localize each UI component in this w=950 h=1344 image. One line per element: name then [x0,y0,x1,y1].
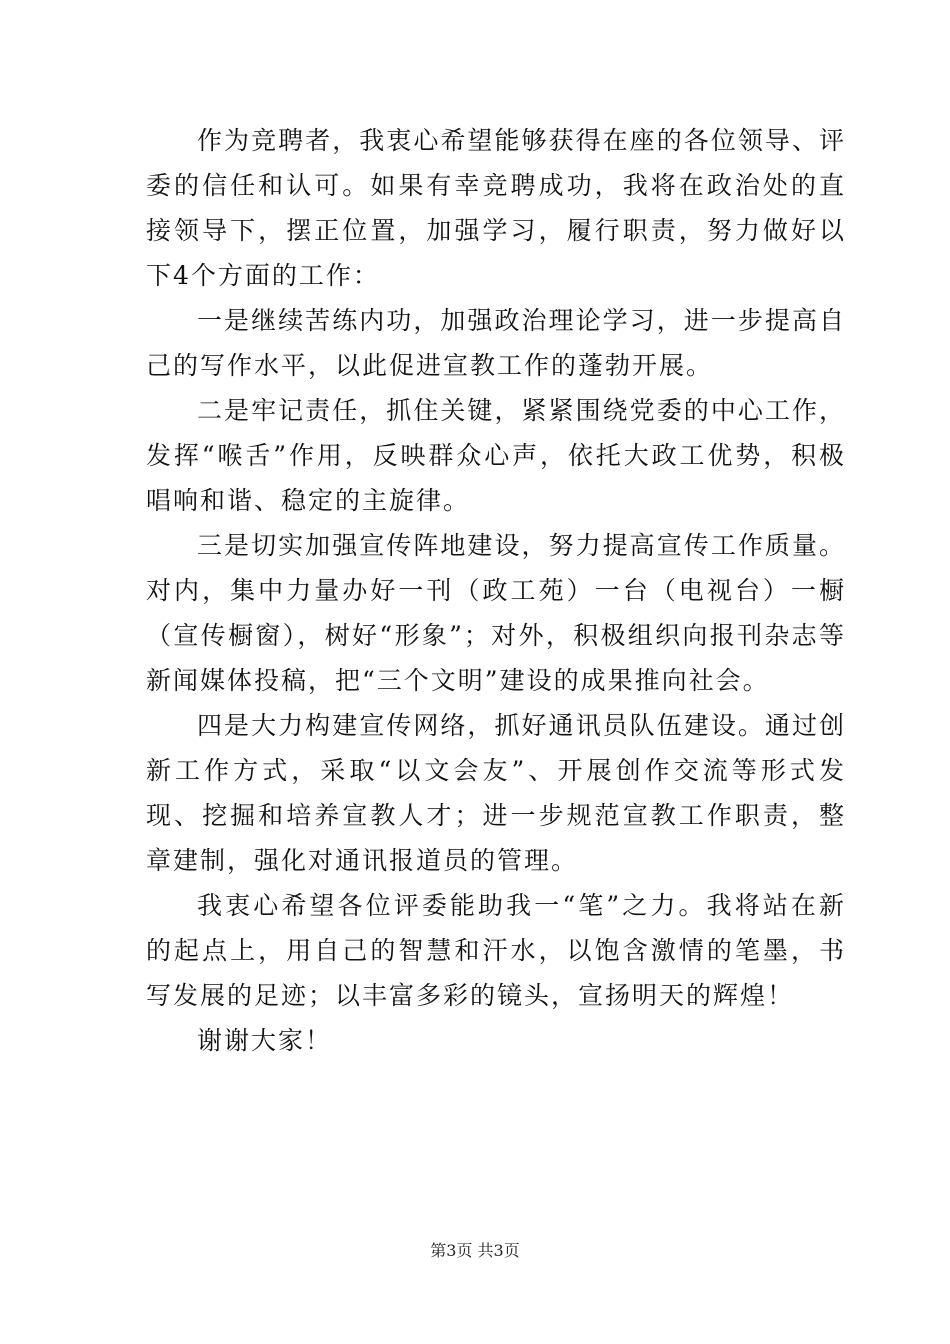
paragraph-point-three: 三是切实加强宣传阵地建设，努力提高宣传工作质量。对内，集中力量办好一刊（政工苑）一台（电视台）一橱（宣传橱窗），树好“形象”；对外，积极组织向报刊杂志等新闻媒体投稿，把“三个文明”建设的成果推向社会。 [146,531,846,695]
page-number-footer: 第3页 共3页 [430,1241,520,1260]
paragraph-point-one: 一是继续苦练内功，加强政治理论学习，进一步提高自己的写作水平，以此促进宣教工作的蓬勃开展。 [146,306,846,380]
paragraph-point-two: 二是牢记责任，抓住关键，紧紧围绕党委的中心工作，发挥“喉舌”作用，反映群众心声，依托大政工优势，积极唱响和谐、稳定的主旋律。 [146,396,846,515]
paragraph-closing: 我衷心希望各位评委能助我一“笔”之力。我将站在新的起点上，用自己的智慧和汗水，以饱含激情的笔墨，书写发展的足迹；以丰富多彩的镜头，宣扬明天的辉煌！ [146,891,846,1010]
paragraph-point-four: 四是大力构建宣传网络，抓好通讯员队伍建设。通过创新工作方式，采取“以文会友”、开展创作交流等形式发现、挖掘和培养宣教人才；进一步规范宣教工作职责，整章建制，强化对通讯报道员的管理。 [146,711,846,875]
paragraph-intro: 作为竞聘者，我衷心希望能够获得在座的各位领导、评委的信任和认可。如果有幸竞聘成功，我将在政治处的直接领导下，摆正位置，加强学习，履行职责，努力做好以下4个方面的工作： [146,126,846,290]
document-body [146,118,846,1063]
paragraph-thanks: 谢谢大家！ [197,1026,333,1055]
